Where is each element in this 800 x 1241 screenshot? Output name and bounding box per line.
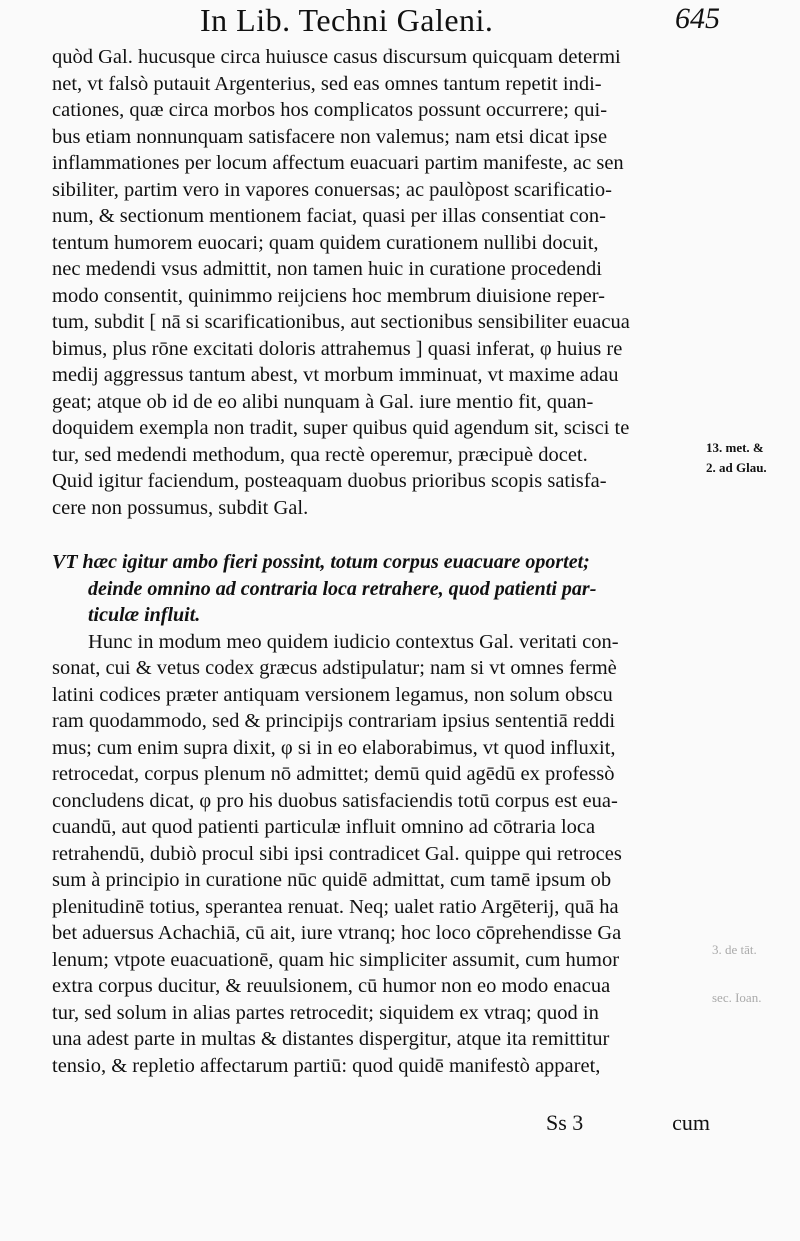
page-number: 645 <box>675 2 720 35</box>
text-line: retrahendū, dubiò procul sibi ipsi contradicet Gal. quippe qui retroces <box>52 842 622 865</box>
galen-lemma <box>52 549 702 629</box>
page-footer <box>540 1110 710 1144</box>
text-line: plenitudinē totius, sperantea renuat. Neq; ualet ratio Argēterij, quā ha <box>52 895 619 918</box>
running-title: In Lib. Techni Galeni. <box>200 2 494 38</box>
text-line: tensio, & repletio affectarum partiū: quod quidē manifestò apparet, <box>52 1054 601 1077</box>
text-line: bet aduersus Achachiā, cū ait, iure vtranq; hoc loco cōprehendisse Ga <box>52 922 622 944</box>
text-line: ram quodammodo, sed & principijs contrariam ipsius sententiā reddi <box>52 710 616 732</box>
page-header <box>200 0 720 44</box>
text-line: extra corpus ducitur, & reuulsionem, cū humor non eo modo enacua <box>52 975 611 997</box>
text-line: cuandū, aut quod patienti particulæ influit omnino ad cōtraria loca <box>52 816 596 838</box>
text-line: bimus, plus rōne excitati doloris attrahemus ] quasi inferat, φ huius re <box>52 337 623 360</box>
text-line: Hunc in modum meo quidem iudicio contextus Gal. veritati con- <box>88 630 619 653</box>
text-line: bus etiam nonnunquam satisfacere non valemus; nam etsi dicat ipse <box>52 125 608 148</box>
text-line: Quid igitur faciendum, posteaquam duobus prioribus scopis satisfa- <box>52 470 607 492</box>
text-line: geat; atque ob id de eo alibi nunquam à Gal. iure mentio fit, quan- <box>52 390 594 413</box>
text-line: nec medendi vsus admittit, non tamen huic in curatione procedendi <box>52 258 602 280</box>
commentary-paragraph-2 <box>52 629 702 1080</box>
lemma-line: deinde omnino ad contraria loca retrahere, quod patienti par- <box>88 577 597 600</box>
text-line: inflammationes per locum affectum euacuari partim manifeste, ac sen <box>52 152 624 174</box>
text-line: doquidem exempla non tradit, super quibus quid agendum sit, scisci te <box>52 417 630 439</box>
catchword: cum <box>672 1110 710 1135</box>
text-line: una adest parte in multas & distantes dispergitur, atque ita remittitur <box>52 1028 610 1050</box>
commentary-paragraph-1 <box>52 44 702 521</box>
text-line: cationes, quæ circa morbos hos complicatos possunt occurrere; qui- <box>52 99 608 121</box>
text-line: retrocedat, corpus plenum nō admittet; demū quid agēdū ex professò <box>52 763 615 785</box>
text-line: latini codices præter antiquam versionem legamus, non solum obscu <box>52 683 613 706</box>
text-line: sonat, cui & vetus codex græcus adstipulatur; nam si vt omnes fermè <box>52 657 617 679</box>
text-line: num, & sectionum mentionem faciat, quasi per illas consentiat con- <box>52 205 606 227</box>
text-line: tur, sed solum in alias partes retrocedit; siquidem ex vtraq; quod in <box>52 1001 599 1024</box>
text-line: net, vt falsò putauit Argenterius, sed eas omnes tantum repetit indi- <box>52 72 602 95</box>
lemma-line: VT hæc igitur ambo fieri possint, totum corpus euacuare oportet; <box>52 551 590 573</box>
text-line: concludens dicat, φ pro his duobus satisfaciendis totū corpus est eua- <box>52 789 618 812</box>
signature-mark: Ss 3 <box>546 1110 584 1135</box>
text-line: tur, sed medendi methodum, qua rectè operemur, præcipuè docet. <box>52 443 588 466</box>
text-line: lenum; vtpote euacuationē, quam hic simpliciter assumit, cum humor <box>52 948 620 971</box>
text-line: sum à principio in curatione nūc quidē admittat, cum tamē ipsum ob <box>52 869 612 891</box>
text-line: cere non possumus, subdit Gal. <box>52 496 309 519</box>
marginal-citation-line: 13. met. & <box>706 440 764 455</box>
section-spacer <box>52 521 702 549</box>
main-text-block <box>52 44 702 1079</box>
marginal-citation-line: 2. ad Glau. <box>706 460 767 475</box>
bleed-through-note: 3. de tāt. <box>712 942 757 957</box>
text-line: quòd Gal. hucusque circa huiusce casus discursum quicquam determi <box>52 46 621 68</box>
bleed-through-note: sec. Ioan. <box>712 990 762 1005</box>
text-line: modo consentit, quinimmo reijciens hoc membrum diuisione reper- <box>52 284 605 307</box>
lemma-line: ticulæ influit. <box>88 604 201 626</box>
text-line: mus; cum enim supra dixit, φ si in eo elaborabimus, vt quod influxit, <box>52 736 616 759</box>
marginal-citation <box>706 438 800 478</box>
text-line: tum, subdit [ nā si scarificationibus, aut sectionibus sensibiliter euacua <box>52 311 630 333</box>
text-line: medij aggressus tantum abest, vt morbum imminuat, vt maxime adau <box>52 364 619 386</box>
text-line: tentum humorem euocari; quam quidem curationem nullibi docuit, <box>52 231 599 254</box>
text-line: sibiliter, partim vero in vapores conuersas; ac paulòpost scarificatio- <box>52 178 612 201</box>
